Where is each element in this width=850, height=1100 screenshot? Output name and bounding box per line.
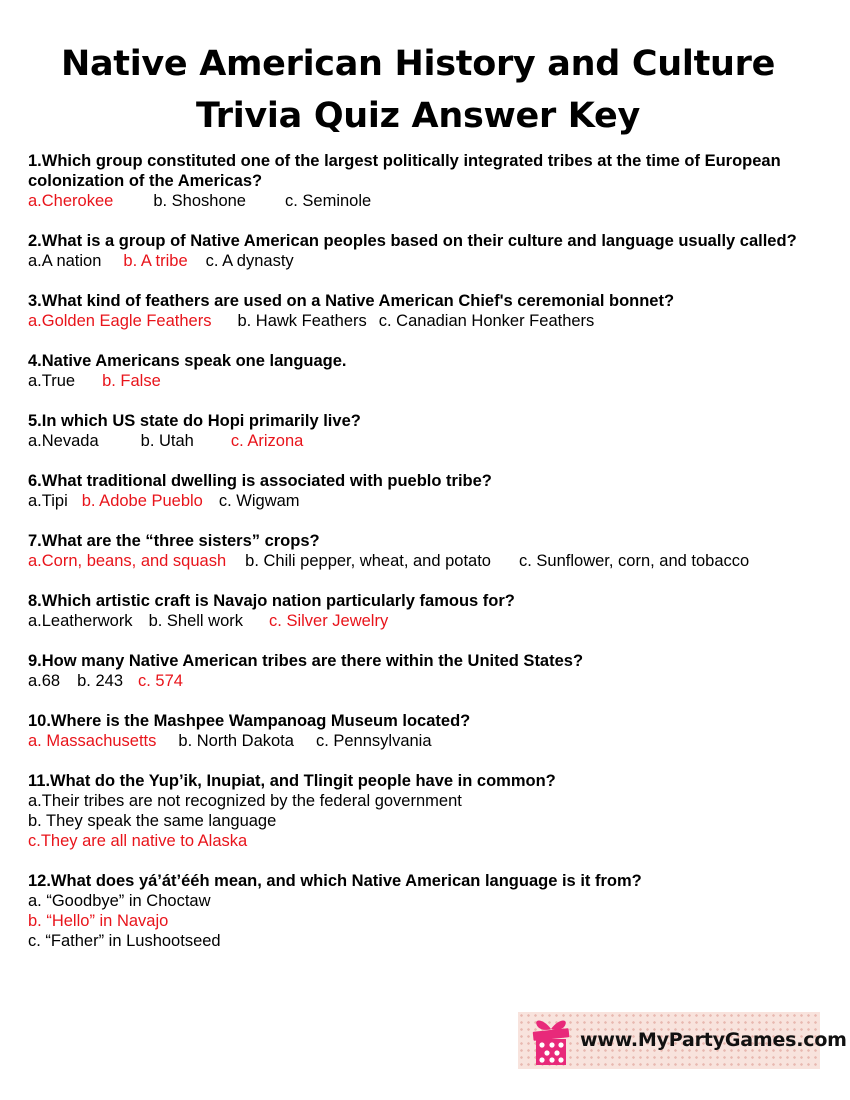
title-line-1: Native American History and Culture (60, 44, 776, 84)
correct-answer: a. Massachusetts (28, 732, 157, 750)
question-item (28, 351, 843, 391)
answer-options (28, 671, 843, 691)
correct-answer: c.They are all native to Alaska (28, 832, 248, 850)
question-text: 5.In which US state do Hopi primarily live? (28, 412, 361, 430)
answer-option: c. Canadian Honker Feathers (378, 312, 595, 330)
question-text: 10.Where is the Mashpee Wampanoag Museum located? (28, 712, 471, 730)
correct-answer: c. 574 (138, 672, 183, 690)
answer-option: a.Nevada (28, 432, 99, 450)
answer-options (28, 891, 843, 951)
question-text: 11.What do the Yup’ik, Inupiat, and Tlingit people have in common? (28, 772, 556, 790)
correct-answer: c. Silver Jewelry (269, 612, 389, 630)
question-text: 6.What traditional dwelling is associated with pueblo tribe? (28, 472, 492, 490)
answer-option: b. They speak the same language (28, 812, 277, 830)
question-text: 1.Which group constituted one of the largest politically integrated tribes at the time of European colonization of the Americas? (28, 152, 781, 190)
answer-option: c. Pennsylvania (315, 732, 432, 750)
answer-option: c. Sunflower, corn, and tobacco (518, 552, 750, 570)
correct-answer: a.Golden Eagle Feathers (28, 312, 212, 330)
question-item (28, 291, 843, 331)
correct-answer: c. Arizona (230, 432, 304, 450)
answer-option: a.Leatherwork (28, 612, 133, 630)
question-item (28, 231, 843, 271)
answer-option: a.68 (28, 672, 61, 690)
answer-option: b. Hawk Feathers (237, 312, 367, 330)
answer-options (28, 551, 843, 571)
question-text: 8.Which artistic craft is Navajo nation particularly famous for? (28, 592, 515, 610)
question-item (28, 651, 843, 691)
question-item (28, 411, 843, 451)
answer-options (28, 431, 843, 451)
correct-answer: a.Cherokee (28, 192, 114, 210)
question-item (28, 591, 843, 631)
question-item (28, 531, 843, 571)
correct-answer: a.Corn, beans, and squash (28, 552, 227, 570)
answer-option: c. “Father” in Lushootseed (28, 932, 221, 950)
question-text: 7.What are the “three sisters” crops? (28, 532, 320, 550)
logo-url[interactable]: www.MyPartyGames.com (580, 1029, 847, 1051)
answer-option: b. 243 (77, 672, 123, 690)
page-title (0, 38, 836, 142)
answer-option: a.Tipi (28, 492, 68, 510)
answer-option: a. “Goodbye” in Choctaw (28, 892, 211, 910)
answer-option: b. Utah (140, 432, 194, 450)
answer-option: c. Wigwam (218, 492, 300, 510)
answer-option: b. Shoshone (153, 192, 246, 210)
site-logo[interactable] (518, 1012, 847, 1069)
answer-options (28, 311, 843, 331)
question-item (28, 771, 843, 851)
question-text: 12.What does yá’át’ééh mean, and which Native American language is it from? (28, 872, 642, 890)
correct-answer: b. “Hello” in Navajo (28, 912, 169, 930)
answer-option: a.True (28, 372, 76, 390)
title-line-2: Trivia Quiz Answer Key (196, 96, 640, 136)
question-text: 3.What kind of feathers are used on a Native American Chief's ceremonial bonnet? (28, 292, 675, 310)
correct-answer: b. Adobe Pueblo (81, 492, 203, 510)
answer-options (28, 791, 843, 851)
answer-options (28, 731, 843, 751)
question-item (28, 151, 843, 211)
answer-option: a.A nation (28, 252, 102, 270)
question-text: 9.How many Native American tribes are there within the United States? (28, 652, 584, 670)
question-item (28, 471, 843, 511)
answer-option: b. Chili pepper, wheat, and potato (245, 552, 491, 570)
answer-options (28, 491, 843, 511)
answer-options (28, 191, 843, 211)
question-item (28, 711, 843, 751)
question-item (28, 871, 843, 951)
answer-option: a.Their tribes are not recognized by the federal government (28, 792, 462, 810)
answer-option: b. North Dakota (178, 732, 294, 750)
answer-options (28, 371, 843, 391)
answer-options (28, 251, 843, 271)
question-text: 2.What is a group of Native American peoples based on their culture and language usually called? (28, 232, 797, 250)
correct-answer: b. A tribe (123, 252, 188, 270)
gift-icon (528, 1015, 574, 1067)
answer-option: c. Seminole (284, 192, 372, 210)
answer-option: c. A dynasty (205, 252, 294, 270)
question-list (28, 151, 843, 971)
answer-options (28, 611, 843, 631)
correct-answer: b. False (102, 372, 161, 390)
answer-option: b. Shell work (148, 612, 244, 630)
question-text: 4.Native Americans speak one language. (28, 352, 347, 370)
